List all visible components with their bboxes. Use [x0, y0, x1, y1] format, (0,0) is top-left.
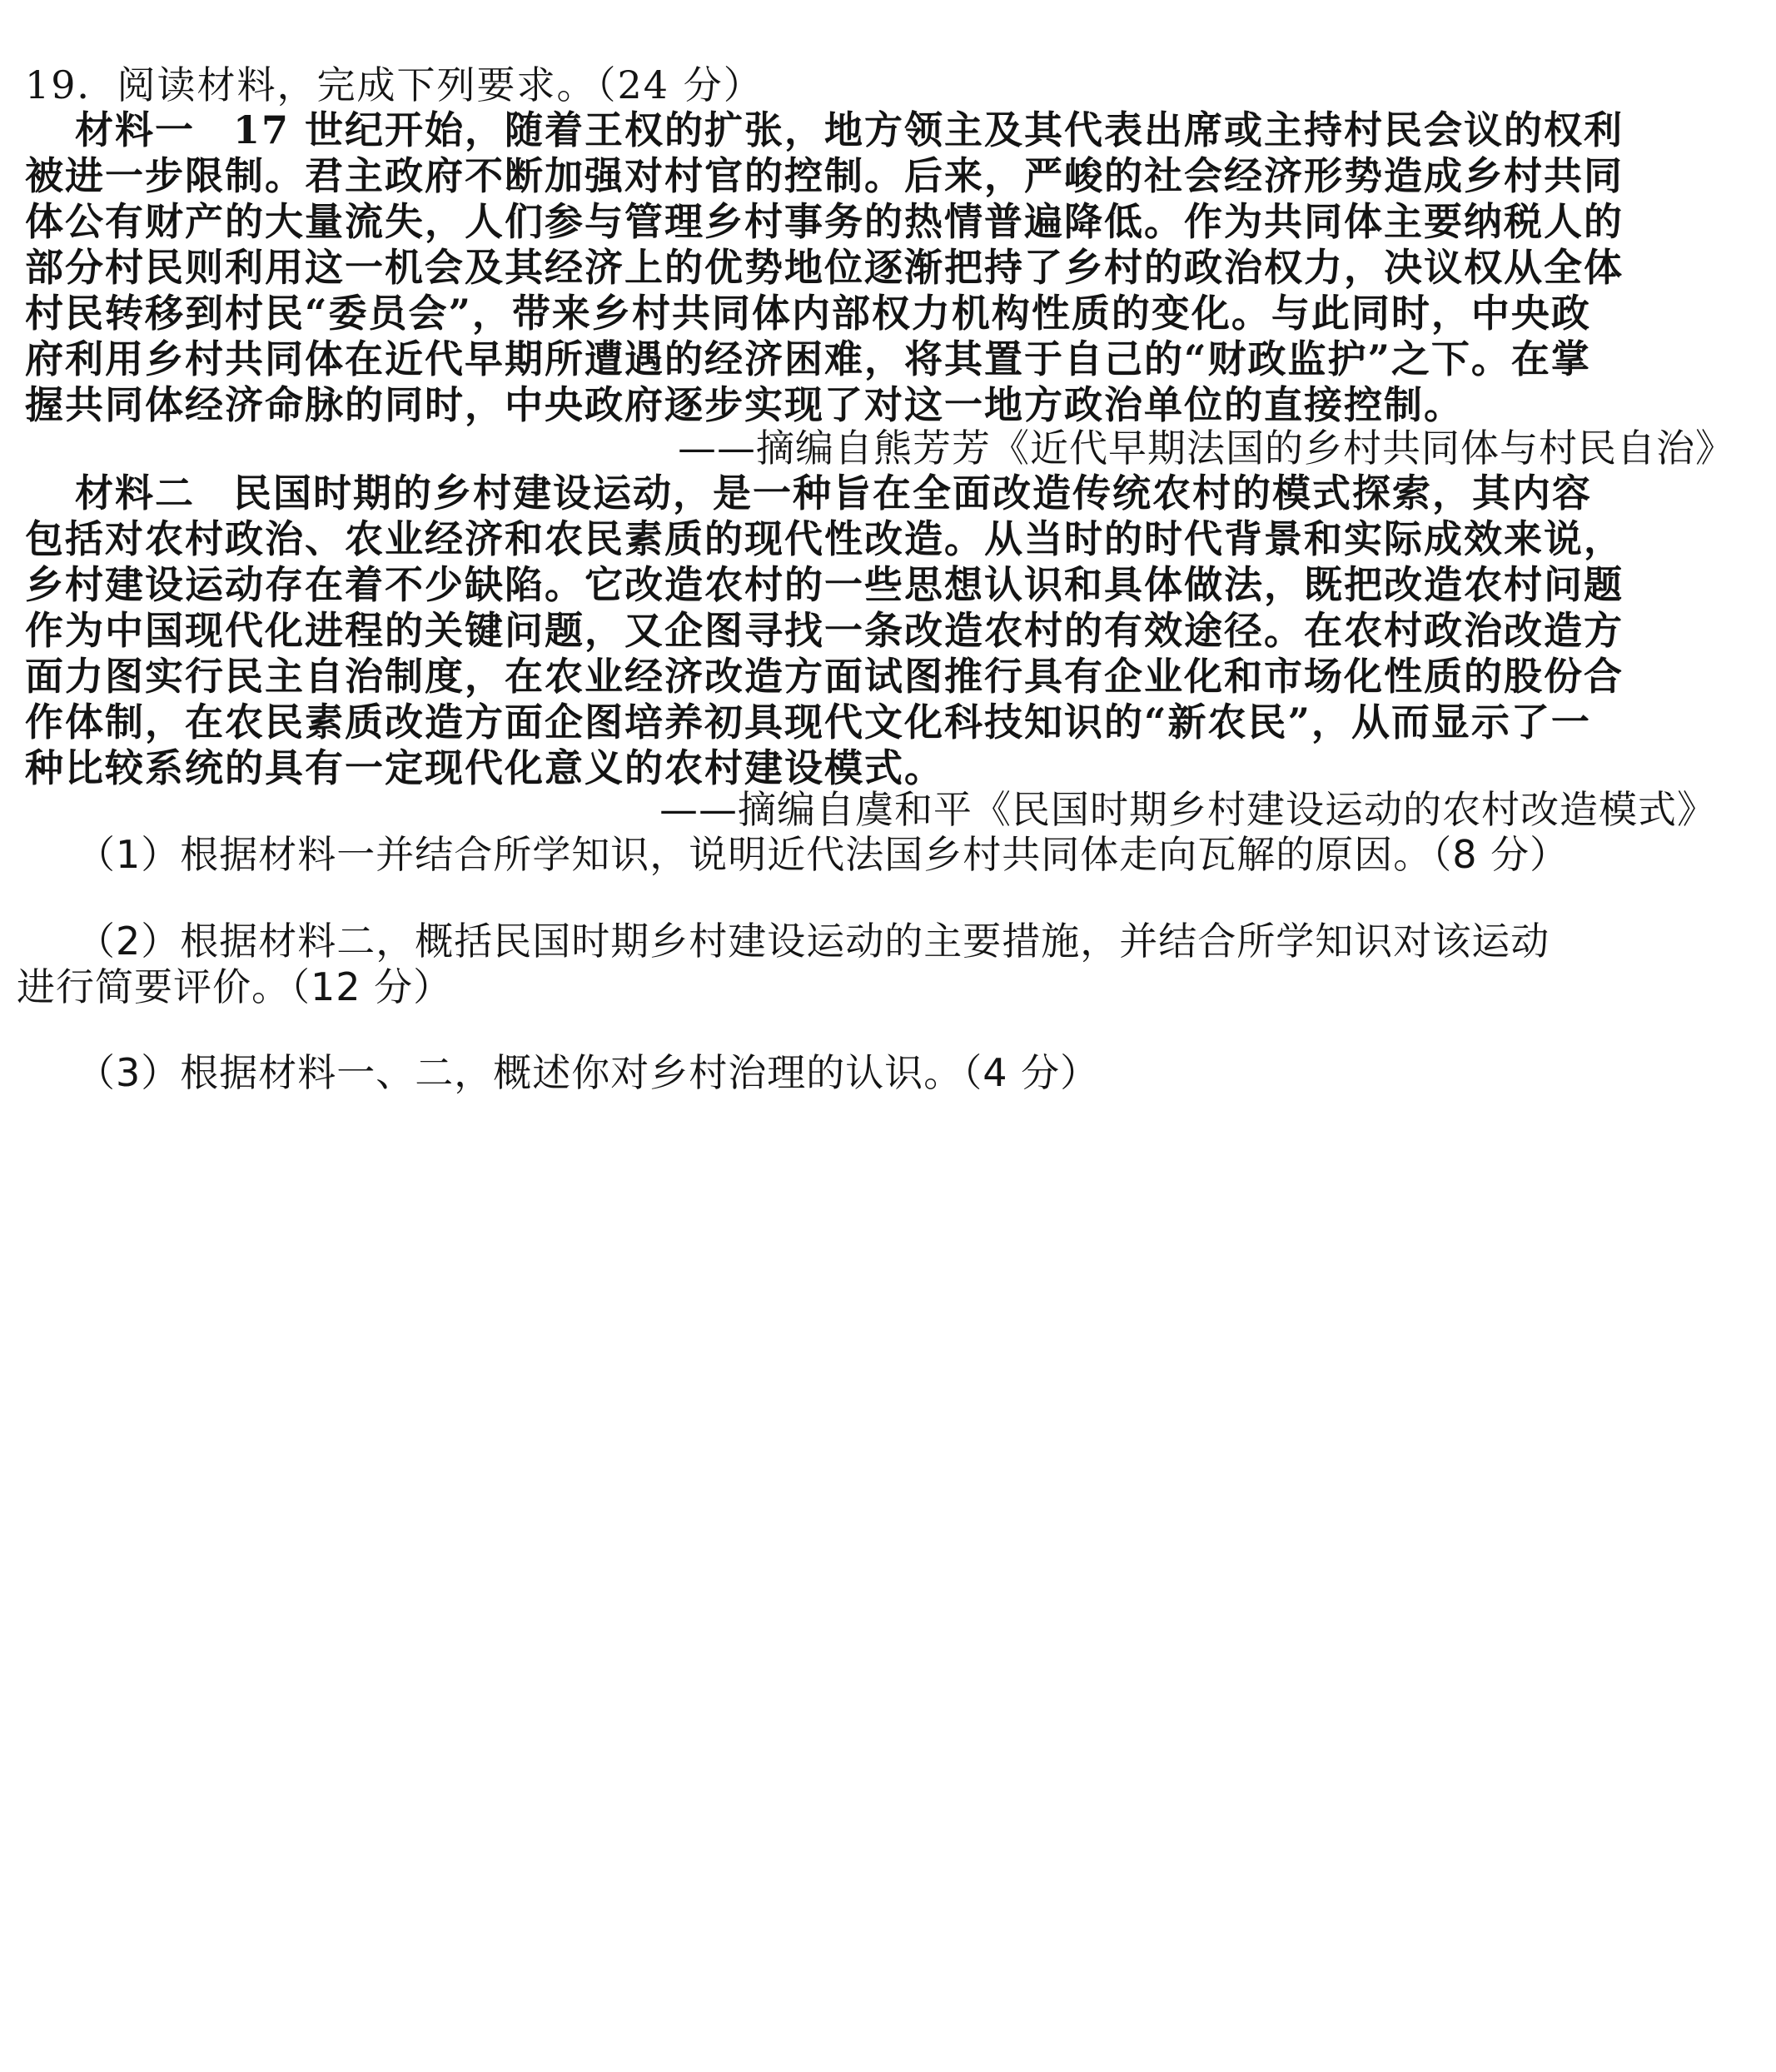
material2-source: ——摘编自虞和平《民国时期乡村建设运动的农村改造模式》 [659, 787, 1716, 832]
material2-text-line: 面力图实行民主自治制度，在农业经济改造方面试图推行具有企业化和市场化性质的股份合 [25, 654, 1624, 699]
material2-first-line [75, 468, 1592, 518]
material1-label: 材料一 [75, 107, 195, 152]
material2-text-line: 包括对农村政治、农业经济和农民素质的现代性改造。从当时的时代背景和实际成效来说， [25, 516, 1624, 561]
material1-text-line: 府利用乡村共同体在近代早期所遭遇的经济困难，将其置于自己的“财政监护”之下。在掌 [25, 336, 1591, 381]
sub-question-2-continued: 进行简要评价。（12 分） [17, 964, 453, 1009]
material1-source: ——摘编自熊芳芳《近代早期法国的乡村共同体与村民自治》 [678, 426, 1734, 471]
material2-text-line: 作体制，在农民素质改造方面企图培养初具现代文化科技知识的“新农民”，从而显示了一 [25, 700, 1591, 745]
material2-text-line: 作为中国现代化进程的关键问题，又企图寻找一条改造农村的有效途径。在农村政治改造方 [25, 608, 1624, 653]
material2-label: 材料二 [75, 471, 195, 516]
material2-text-line: 乡村建设运动存在着不少缺陷。它改造农村的一些思想认识和具体做法，既把改造农村问题 [25, 562, 1624, 607]
sub-question-1: （1）根据材料一并结合所学知识，说明近代法国乡村共同体走向瓦解的原因。（8 分） [77, 832, 1570, 877]
material1-first-line [75, 105, 1624, 155]
sub-question-3: （3）根据材料一、二，概述你对乡村治理的认识。（4 分） [77, 1050, 1100, 1095]
sub-question-2: （2）根据材料二，概括民国时期乡村建设运动的主要措施，并结合所学知识对该运动 [77, 919, 1550, 964]
material2-text-line: 种比较系统的具有一定现代化意义的农村建设模式。 [25, 745, 944, 790]
material1-text-line: 17 世纪开始，随着王权的扩张，地方领主及其代表出席或主持村民会议的权利 [233, 107, 1624, 152]
question-title: 19．阅读材料，完成下列要求。（24 分） [25, 62, 764, 107]
material2-text-line: 民国时期的乡村建设运动，是一种旨在全面改造传统农村的模式探索，其内容 [233, 471, 1592, 516]
material1-text-line: 村民转移到村民“委员会”，带来乡村共同体内部权力机构性质的变化。与此同时，中央政 [25, 291, 1591, 336]
material1-text-line: 握共同体经济命脉的同时，中央政府逐步实现了对这一地方政治单位的直接控制。 [25, 382, 1464, 427]
material1-text-line: 体公有财产的大量流失，人们参与管理乡村事务的热情普遍降低。作为共同体主要纳税人的 [25, 199, 1624, 244]
material1-text-line: 部分村民则利用这一机会及其经济上的优势地位逐渐把持了乡村的政治权力，决议权从全体 [25, 245, 1624, 290]
material1-text-line: 被进一步限制。君主政府不断加强对村官的控制。后来，严峻的社会经济形势造成乡村共同 [25, 153, 1624, 198]
